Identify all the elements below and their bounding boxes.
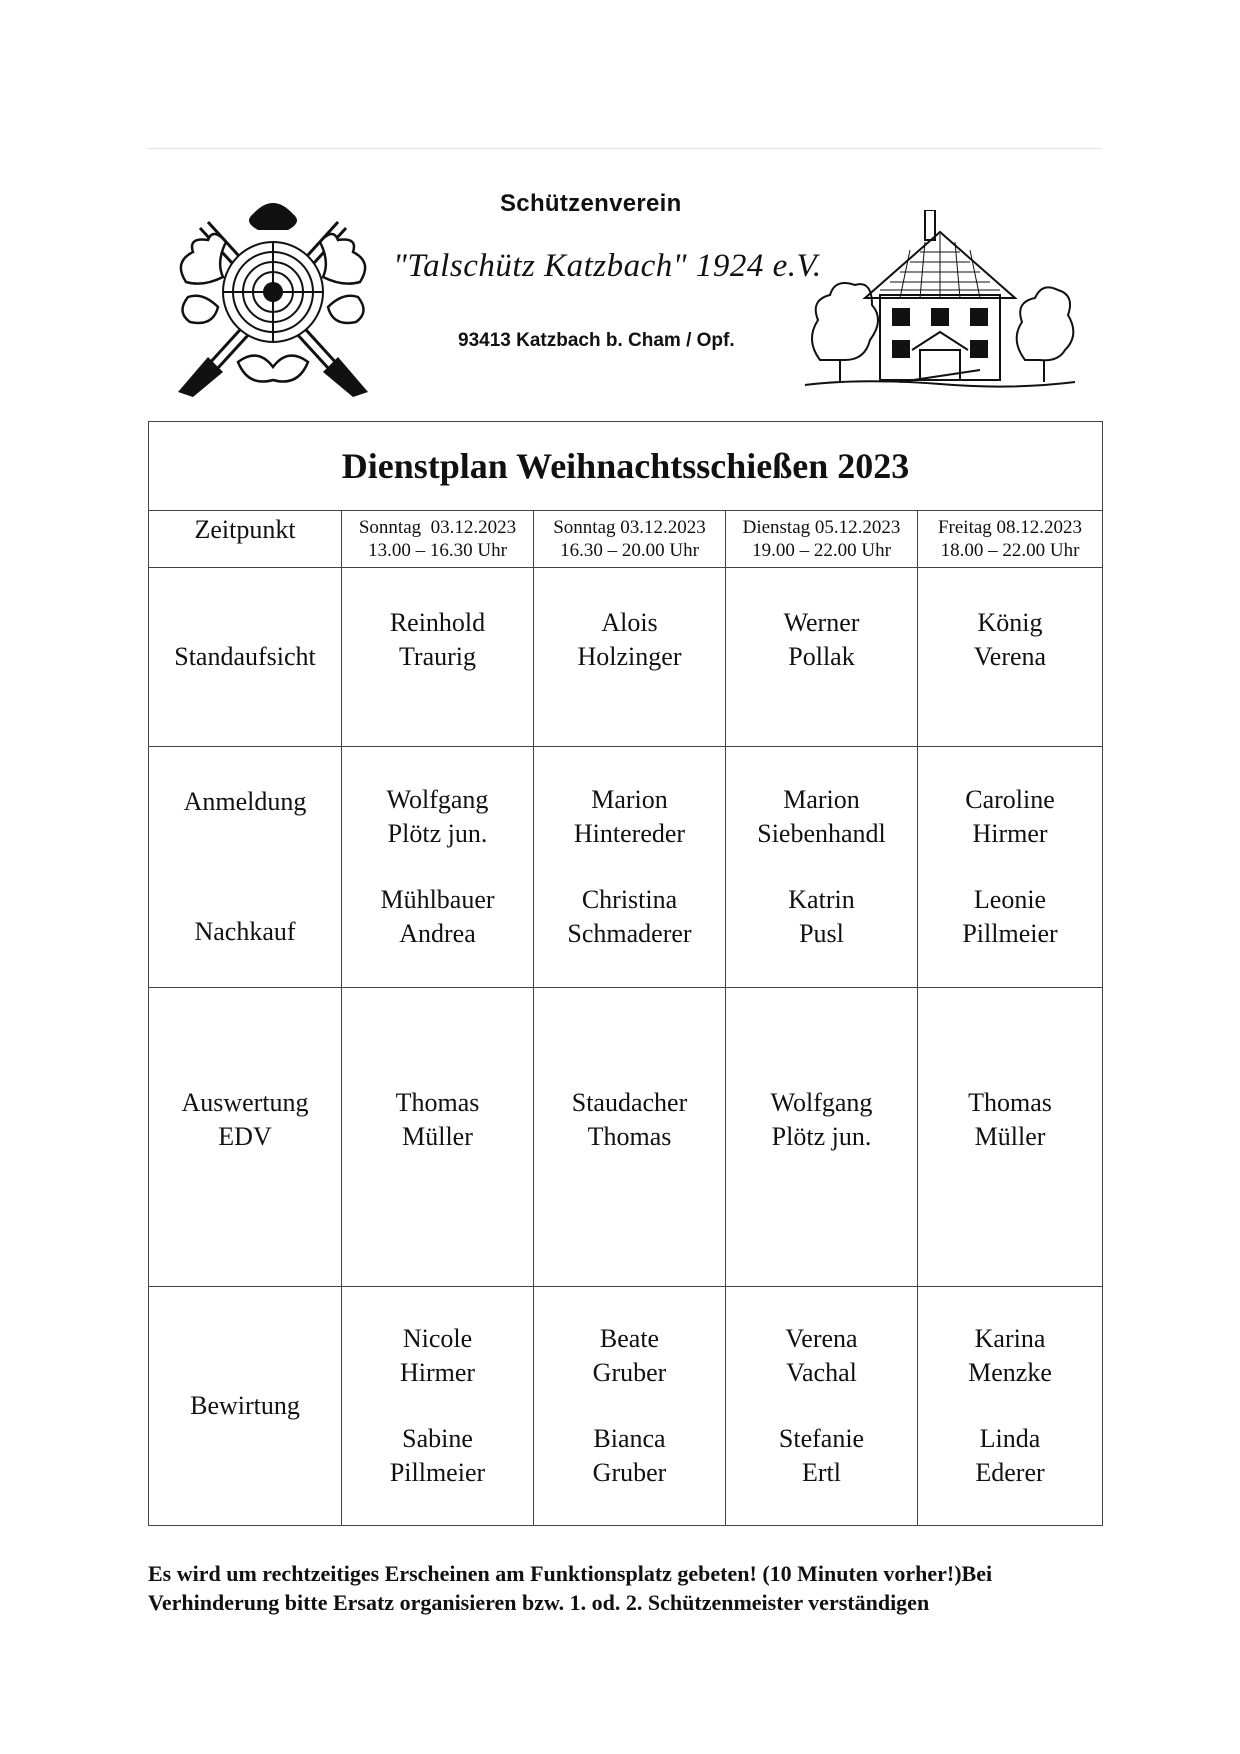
row-label-edv: EDV [218,1122,272,1151]
person-last: Menzke [968,1358,1052,1387]
duty-cell [726,568,918,747]
row-label-nachkauf: Nachkauf [194,917,296,946]
person-first: Thomas [395,1088,480,1117]
time-slot-row [149,511,1103,568]
person-last: Traurig [398,642,477,671]
person-last: Schmaderer [567,919,692,948]
duty-cell [534,1287,726,1526]
time-column-header: Zeitpunkt [149,511,342,568]
person-last: Verena [973,642,1047,671]
footer-note: Es wird um rechtzeitiges Erscheinen am Funktionsplatz gebeten! (10 Minuten vorher!)Bei Verhinderung bitte Ersatz organisieren bzw. 1. od. 2. Schützenmeister verständigen [148,1561,993,1615]
person-first: Alois [601,608,658,637]
person-last: Pillmeier [389,1458,486,1487]
slot-header [342,511,534,568]
person-last: Hirmer [972,819,1048,848]
duty-cell [726,1287,918,1526]
row-label-auswertung: Auswertung [181,1088,309,1117]
duty-cell [534,988,726,1287]
person-last: Pillmeier [962,919,1058,948]
person-first: Marion [591,785,668,814]
person-first: Wolfgang [770,1088,873,1117]
slot-time: 16.30 – 20.00 Uhr [560,540,699,561]
person-last: Gruber [592,1358,667,1387]
top-divider [148,148,1102,149]
person-first: König [977,608,1043,637]
person-last: Gruber [592,1458,667,1487]
person-last: Müller [974,1122,1046,1151]
row-label [149,747,342,988]
letterhead [148,180,1102,410]
person-first: Karina [974,1324,1046,1353]
row-label: Bewirtung [149,1287,342,1526]
duty-cell [918,988,1103,1287]
row-label-anmeldung: Anmeldung [183,787,307,816]
slot-day: Sonntag 03.12.2023 [553,517,706,538]
duty-cell [342,568,534,747]
slot-time: 13.00 – 16.30 Uhr [368,540,507,561]
slot-day: Sonntag 03.12.2023 [358,517,517,538]
person-first: Verena [785,1324,858,1353]
shooting-target-emblem-icon [168,192,378,402]
person-last: Plötz jun. [387,819,488,848]
row-bewirtung [149,1287,1103,1526]
row-label [149,988,342,1287]
slot-time: 18.00 – 22.00 Uhr [940,540,1080,561]
person-first: Caroline [965,785,1055,814]
person-last: Pollak [788,642,855,671]
person-last: Müller [402,1122,473,1151]
person-first: Christina [581,885,678,914]
club-name: "Talschütz Katzbach" 1924 e.V. [393,248,822,284]
person-first: Sabine [402,1424,473,1453]
slot-time: 19.00 – 22.00 Uhr [752,540,891,561]
row-standaufsicht [149,568,1103,747]
slot-day: Freitag 08.12.2023 [937,517,1083,538]
club-address: 93413 Katzbach b. Cham / Opf. [458,330,735,351]
person-last: Thomas [587,1122,672,1151]
person-first: Bianca [593,1424,666,1453]
person-first: Reinhold [389,608,486,637]
slot-day: Dienstag 05.12.2023 [742,517,901,538]
person-last: Siebenhandl [757,819,886,848]
duty-cell [918,747,1103,988]
person-first: Beate [599,1324,660,1353]
duty-cell [726,988,918,1287]
row-label: Standaufsicht [149,568,342,747]
duty-cell [534,747,726,988]
person-first: Marion [783,785,860,814]
person-last: Hirmer [399,1358,476,1387]
person-last: Vachal [786,1358,857,1387]
person-first: Stefanie [778,1424,865,1453]
person-first: Thomas [968,1088,1052,1117]
person-last: Plötz jun. [771,1122,872,1151]
slot-header [918,511,1103,568]
club-type-label: Schützenverein [500,190,682,217]
person-first: Staudacher [571,1088,688,1117]
duty-cell [342,1287,534,1526]
slot-header [726,511,918,568]
duty-cell [534,568,726,747]
duty-cell [342,988,534,1287]
slot-header [534,511,726,568]
person-first: Mühlbauer [380,885,495,914]
person-first: Leonie [973,885,1047,914]
duty-cell [918,568,1103,747]
duty-cell [342,747,534,988]
duty-cell [918,1287,1103,1526]
person-first: Nicole [402,1324,473,1353]
person-last: Holzinger [577,642,682,671]
person-first: Werner [783,608,860,637]
person-last: Hintereder [573,819,686,848]
roster-title: Dienstplan Weihnachtsschießen 2023 [149,422,1103,511]
row-auswertung-edv [149,988,1103,1287]
person-last: Pusl [799,919,844,948]
person-first: Linda [979,1424,1041,1453]
person-first: Wolfgang [386,785,489,814]
duty-cell [726,747,918,988]
duty-roster-table [148,421,1103,1526]
person-last: Andrea [399,919,476,948]
person-last: Ertl [802,1458,841,1487]
row-anmeldung-nachkauf [149,747,1103,988]
person-last: Ederer [975,1458,1045,1487]
clubhouse-drawing-icon [800,210,1080,395]
person-first: Katrin [788,885,855,914]
